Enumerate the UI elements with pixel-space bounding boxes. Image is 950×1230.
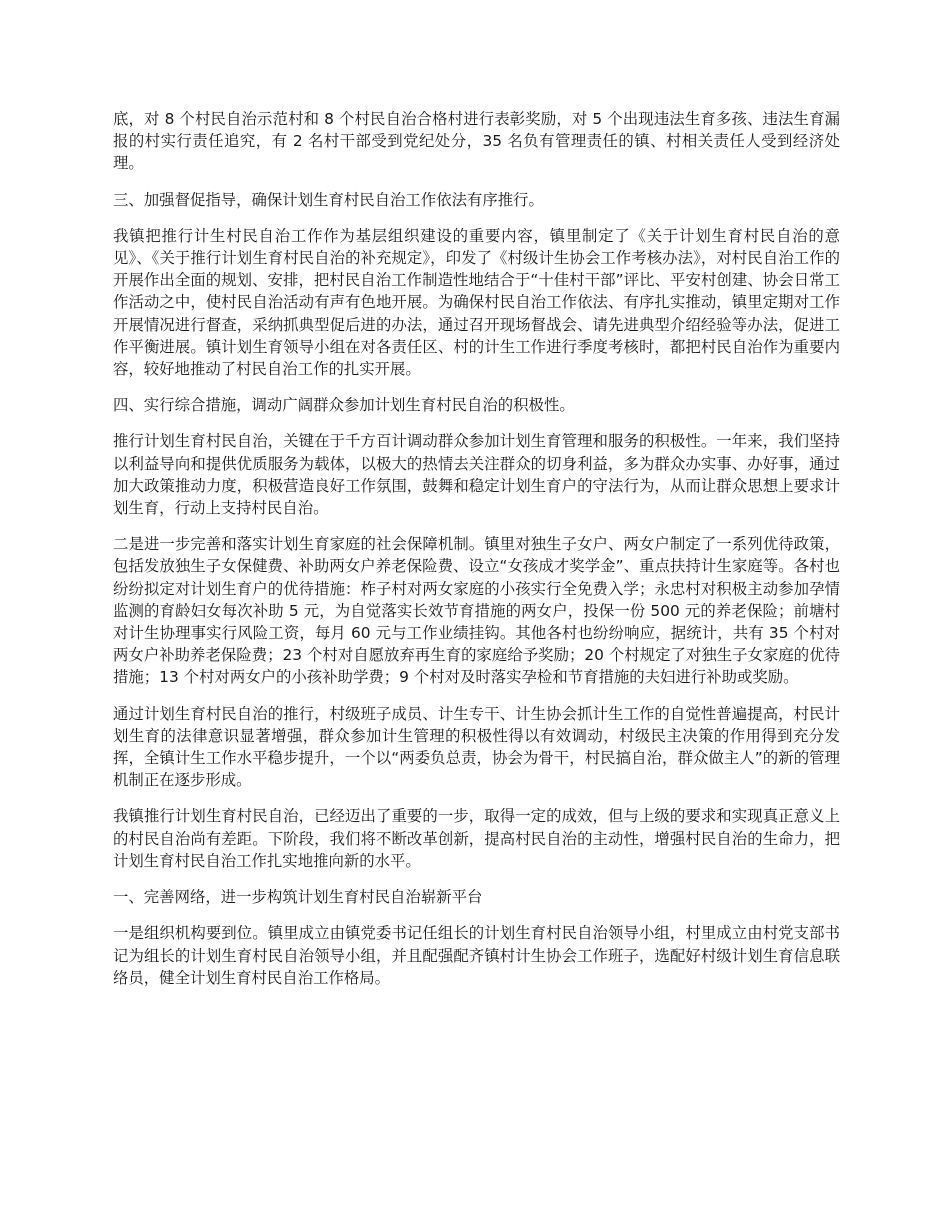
paragraph: 我镇推行计划生育村民自治，已经迈出了重要的一步，取得一定的成效，但与上级的要求和实现真正意义上的村民自治尚有差距。下阶段，我们将不断改革创新，提高村民自治的主动性，增强村民自治的生命力，把计划生育村民自治工作扎实地推向新的水平。 (113, 807, 840, 870)
section-heading: 三、加强督促指导，确保计划生育村民自治工作依法有序推行。 (113, 190, 544, 209)
paragraph: 我镇把推行计生村民自治工作作为基层组织建设的重要内容，镇里制定了《关于计划生育村民自治的意见》、《关于推行计划生育村民自治的补充规定》，印发了《村级计生协会工作考核办法》，对村民自治工作的开展作出全面的规划、安排，把村民自治工作制造性地结合于“十佳村干部”评比、平安村创建、协会日常工作活动之中，使村民自治活动有声有色地开展。为确保村民自治工作依法、有序扎实推动，镇里定期对工作开展情况进行督查，采纳抓典型促后进的办法，通过召开现场督战会、请先进典型介绍经验等办法，促进工作平衡进展。镇计划生育领导小组在对各责任区、村的计生工作进行季度考核时，都把村民自治作为重要内容，较好地推动了村民自治工作的扎实开展。 (113, 226, 840, 379)
paragraph: 一是组织机构要到位。镇里成立由镇党委书记任组长的计划生育村民自治领导小组，村里成立由村党支部书记为组长的计划生育村民自治领导小组，并且配强配齐镇村计生协会工作班子，选配好村级计划生育信息联络员，健全计划生育村民自治工作格局。 (113, 924, 840, 987)
paragraph: 底，对 8 个村民自治示范村和 8 个村民自治合格村进行表彰奖励，对 5 个出现违法生育多孩、违法生育漏报的村实行责任追究，有 2 名村干部受到党纪处分，35 名负有管理责任的镇、村相关责任人受到经济处理。 (113, 110, 840, 173)
section-heading: 一、完善网络，进一步构筑计划生育村民自治崭新平台 (113, 888, 483, 907)
paragraph: 二是进一步完善和落实计划生育家庭的社会保障机制。镇里对独生子女户、两女户制定了一系列优待政策，包括发放独生子女保健费、补助两女户养老保险费、设立“女孩成才奖学金”、重点扶持计生家庭等。各村也纷纷拟定对计划生育户的优待措施：柞子村对两女家庭的小孩实行全免费入学；永忠村对积极主动参加孕情监测的育龄妇女每次补助 5 元，为自觉落实长效节育措施的两女户，投保一份 500 元的养老保险；前塘村对计生协理事实行风险工资，每月 60 元与工作业绩挂钩。其他各村也纷纷响应，据统计，共有 35 个村对两女户补助养老保险费；23 个村对自愿放弃再生育的家庭给予奖励；20 个村规定了对独生子女家庭的优待措施；13 个村对两女户的小孩补助学费；9 个村对及时落实孕检和节育措施的夫妇进行补助或奖励。 (113, 535, 840, 687)
paragraph: 通过计划生育村民自治的推行，村级班子成员、计生专干、计生协会抓计生工作的自觉性普遍提高，村民计划生育的法律意识显著增强，群众参加计生管理的积极性得以有效调动，村级民主决策的作用得到充分发挥，全镇计生工作水平稳步提升，一个以“两委负总责，协会为骨干，村民搞自治，群众做主人”的新的管理机制正在逐步形成。 (113, 704, 840, 790)
paragraph: 推行计划生育村民自治，关键在于千方百计调动群众参加计划生育管理和服务的积极性。一年来，我们坚持以利益导向和提供优质服务为载体，以极大的热情去关注群众的切身利益，多为群众办实事、办好事，通过加大政策推动力度，积极营造良好工作氛围，鼓舞和稳定计划生育户的守法行为，从而让群众思想上要求计划生育，行动上支持村民自治。 (113, 432, 840, 518)
document-body (113, 108, 840, 1003)
section-heading: 四、实行综合措施，调动广阔群众参加计划生育村民自治的积极性。 (113, 396, 575, 415)
